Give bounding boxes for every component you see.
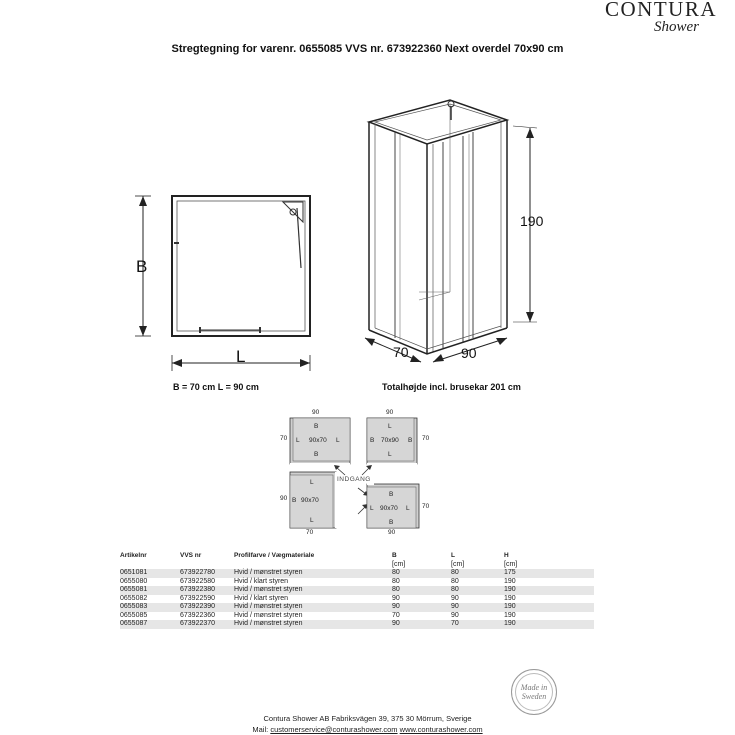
- cell-h: 190: [504, 611, 516, 619]
- table-row: [120, 612, 594, 621]
- layout-bl-left: B: [292, 497, 297, 504]
- layout-tr-bottom: L: [388, 451, 392, 458]
- plan-caption: B = 70 cm L = 90 cm: [173, 382, 259, 392]
- layout-tl-side-dim: 70: [280, 435, 288, 442]
- cell-vvs: 673922390: [180, 603, 234, 612]
- header-l: L: [451, 552, 455, 559]
- cell-l: 90: [451, 611, 459, 619]
- cell-vvs: 673922380: [180, 586, 234, 595]
- cell-h: 190: [504, 586, 594, 595]
- layout-tl-center: 90x70: [309, 437, 327, 444]
- cell-h: 190: [504, 620, 594, 629]
- cell-article: 0655083: [120, 603, 180, 612]
- table-row: [120, 569, 594, 578]
- cell-b: 90: [392, 603, 451, 612]
- layout-bl-bottom-dim: 70: [306, 529, 314, 536]
- table-row: [120, 603, 594, 612]
- header-material: Profilfarve / Vægmateriale: [234, 552, 315, 559]
- entry-layouts-diagram: [270, 404, 440, 546]
- footer-address: Contura Shower AB Fabriksvägen 39, 375 30 Mörrum, Sverige: [263, 714, 472, 723]
- layout-bl-bottom: L: [310, 517, 314, 524]
- cell-material: Hvid / mønstret styren: [234, 611, 303, 619]
- table-units-row: [120, 561, 594, 570]
- layout-tr-top: L: [388, 423, 392, 430]
- spec-table: [120, 552, 594, 629]
- dimension-label-b: B: [136, 257, 148, 276]
- cell-article: 0655082: [120, 594, 148, 602]
- cell-material: Hvid / klart styren: [234, 594, 289, 602]
- layout-tl-right: L: [336, 437, 340, 444]
- layout-tl-top: B: [314, 423, 319, 430]
- cell-b: 70: [392, 611, 400, 619]
- cell-b: 80: [392, 586, 451, 595]
- cell-l: 90: [451, 594, 459, 602]
- layout-br-bottom: B: [389, 519, 394, 526]
- brand-name: CONTURA: [604, 0, 717, 21]
- cell-l: 70: [451, 620, 504, 629]
- layout-bl-center: 90x70: [301, 497, 319, 504]
- height-dimension: 190: [520, 213, 544, 229]
- cell-article: 0655085: [120, 611, 148, 619]
- cell-l: 80: [451, 569, 504, 578]
- document-title: Stregtegning for varenr. 0655085 VVS nr. 673922360 Next overdel 70x90 cm: [171, 43, 564, 55]
- layout-br-top: B: [389, 491, 394, 498]
- cell-article: 0655087: [120, 620, 180, 629]
- entry-label: INDGANG: [337, 476, 371, 483]
- layout-br-side-dim: 70: [422, 503, 430, 510]
- cell-vvs: 673922590: [180, 594, 216, 602]
- cell-b: 90: [392, 620, 451, 629]
- cell-l: 80: [451, 586, 504, 595]
- cell-l: 80: [451, 577, 459, 585]
- cell-h: 175: [504, 569, 594, 578]
- layout-bl-top: L: [310, 479, 314, 486]
- layout-br-bottom-dim: 90: [388, 529, 396, 536]
- perspective-caption: Totalhøjde incl. brusekar 201 cm: [382, 382, 521, 392]
- footer-contact: [0, 725, 735, 734]
- stamp-line2: Sweden: [521, 692, 547, 701]
- cell-b: 90: [392, 594, 400, 602]
- header-vvs: VVS nr: [180, 552, 202, 559]
- header-b: B: [392, 552, 397, 559]
- cell-h: 190: [504, 594, 516, 602]
- cell-vvs: 673922360: [180, 611, 216, 619]
- stamp-line1: Made in: [520, 683, 548, 692]
- table-row: [120, 595, 594, 604]
- unit-l: [cm]: [451, 560, 465, 568]
- cell-material: Hvid / mønstret styren: [234, 603, 392, 612]
- depth-dimension: 70: [393, 344, 409, 360]
- dimension-label-l: L: [236, 347, 246, 366]
- cell-vvs: 673922780: [180, 569, 234, 578]
- cell-material: Hvid / mønstret styren: [234, 569, 392, 578]
- layout-br-center: 90x70: [380, 505, 398, 512]
- layout-tl-left: L: [296, 437, 300, 444]
- footer-mail-label: Mail:: [252, 725, 269, 734]
- brand-logo: [605, 0, 717, 34]
- cell-material: Hvid / mønstret styren: [234, 620, 392, 629]
- brand-subname: Shower: [654, 19, 699, 35]
- layout-tl-bottom: B: [314, 451, 319, 458]
- cell-material: Hvid / klart styren: [234, 577, 289, 585]
- header-article: Artikelnr: [120, 552, 147, 559]
- cell-vvs: 673922370: [180, 620, 234, 629]
- perspective-drawing: [355, 92, 555, 372]
- layout-bl-side-dim: 90: [280, 495, 288, 502]
- plan-view-drawing: [125, 188, 325, 378]
- table-header-row: [120, 552, 594, 561]
- layout-tr-center: 70x90: [381, 437, 399, 444]
- cell-l: 90: [451, 603, 504, 612]
- cell-vvs: 673922580: [180, 577, 216, 585]
- table-row: [120, 586, 594, 595]
- cell-h: 190: [504, 603, 594, 612]
- layout-tl-top-dim: 90: [312, 409, 320, 416]
- layout-br-right: L: [406, 505, 410, 512]
- cell-h: 190: [504, 577, 516, 585]
- cell-b: 80: [392, 577, 400, 585]
- unit-h: [cm]: [504, 560, 518, 568]
- cell-b: 80: [392, 569, 451, 578]
- cell-article: 0655080: [120, 577, 148, 585]
- header-h: H: [504, 552, 509, 559]
- layout-tr-side-dim: 70: [422, 435, 430, 442]
- made-in-sweden-stamp: [511, 669, 557, 715]
- cell-article: 0651081: [120, 569, 180, 578]
- unit-b: [cm]: [392, 560, 406, 568]
- footer-email-link[interactable]: customerservice@conturashower.com: [270, 725, 398, 734]
- layout-br-left: L: [370, 505, 374, 512]
- cell-material: Hvid / mønstret styren: [234, 586, 392, 595]
- footer-website-link[interactable]: www.conturashower.com: [399, 725, 483, 734]
- layout-tr-top-dim: 90: [386, 409, 394, 416]
- table-row: [120, 620, 594, 629]
- width-dimension: 90: [461, 345, 477, 361]
- layout-tr-left: B: [370, 437, 375, 444]
- table-row: [120, 578, 594, 587]
- layout-tr-right: B: [408, 437, 413, 444]
- cell-article: 0655081: [120, 586, 180, 595]
